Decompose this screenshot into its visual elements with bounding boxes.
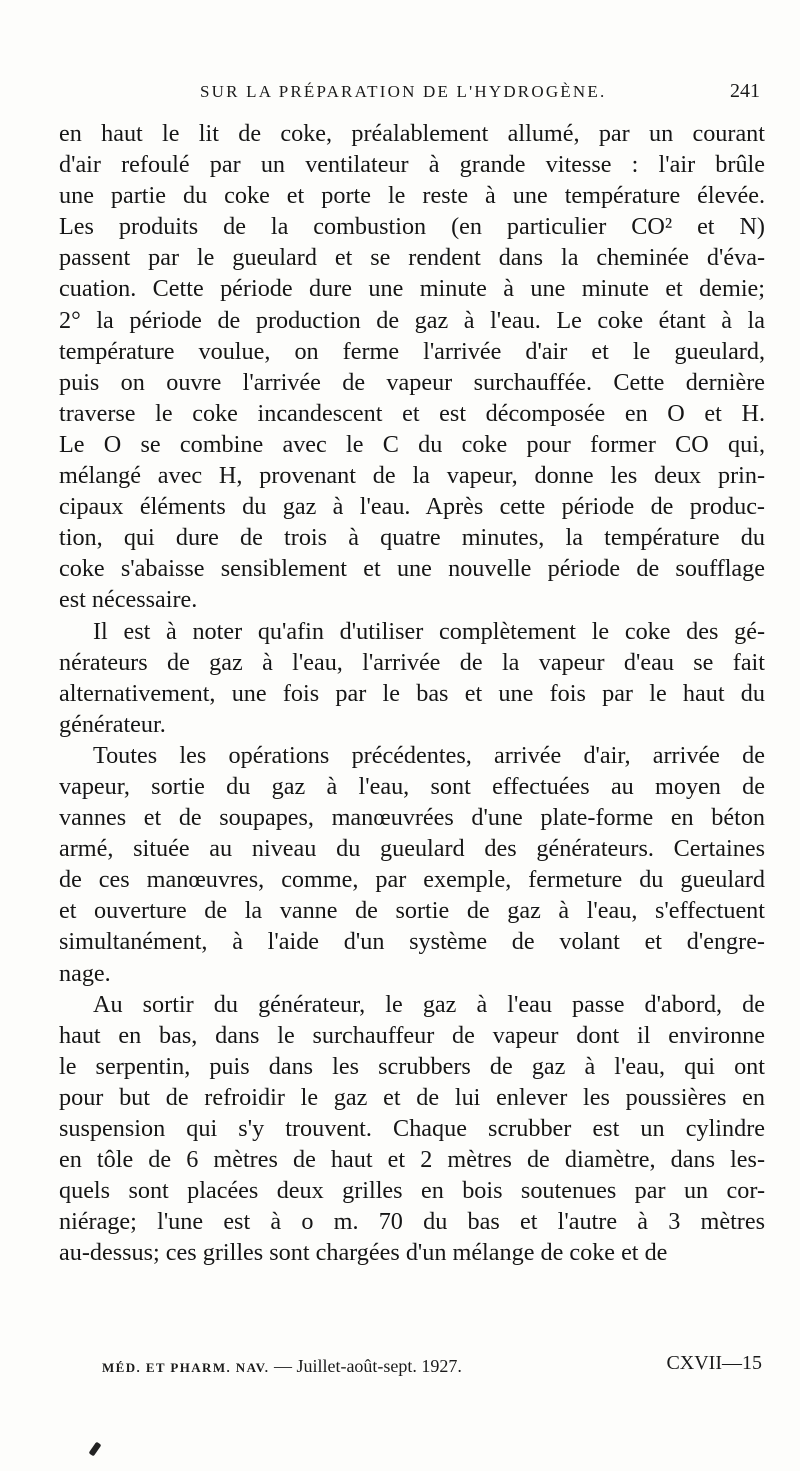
text-line: en haut le lit de coke, préalablement allumé, par un courant [59,120,765,147]
text-line: nage. [59,959,111,987]
text-line: au-dessus; ces grilles sont chargées d'un mélange de coke et de [59,1239,668,1267]
paragraph [59,989,765,1269]
text-line: est nécessaire. [59,586,198,614]
text-line: quels sont placées deux grilles en bois soutenues par un cor- [59,1177,765,1205]
footer-date: Juillet-août-sept. 1927. [296,1356,462,1376]
text-line: le serpentin, puis dans les scrubbers de gaz à l'eau, qui ont [59,1052,765,1080]
text-line: vannes et de soupapes, manœuvrées d'une plate-forme en béton [59,804,765,832]
running-title: SUR LA PRÉPARATION DE L'HYDROGÈNE. [200,82,607,101]
text-line: alternativement, une fois par le bas et une fois par le haut du [59,679,765,707]
text-line: Toutes les opérations précédentes, arrivée d'air, arrivée de [93,741,765,769]
paragraph [59,740,765,989]
footer-journal: MÉD. ET PHARM. NAV. [102,1360,270,1375]
text-line: température voulue, on ferme l'arrivée d'air et le gueulard, [59,337,765,365]
text-line: passent par le gueulard et se rendent dans la cheminée d'éva- [59,244,765,272]
text-line: vapeur, sortie du gaz à l'eau, sont effectuées au moyen de [59,772,765,800]
text-line: Le O se combine avec le C du coke pour former CO qui, [59,430,765,458]
text-line: de ces manœuvres, comme, par exemple, fermeture du gueulard [59,866,765,894]
footer-citation [102,1356,462,1377]
text-line: et ouverture de la vanne de sortie de gaz à l'eau, s'effectuent [59,897,765,925]
text-line: Au sortir du générateur, le gaz à l'eau passe d'abord, de [93,990,765,1018]
text-line: armé, située au niveau du gueulard des générateurs. Certaines [59,835,765,863]
text-line: suspension qui s'y trouvent. Chaque scrubber est un cylindre [59,1115,765,1142]
body-text [59,118,765,1268]
text-line: pour but de refroidir le gaz et de lui enlever les poussières en [59,1083,765,1111]
text-line: Les produits de la combustion (en particulier CO² et N) [59,213,765,241]
paragraph [59,616,765,740]
text-line: en tôle de 6 mètres de haut et 2 mètres de diamètre, dans les- [59,1146,765,1174]
text-line: 2° la période de production de gaz à l'eau. Le coke étant à la [59,306,765,334]
footer-dash: — [273,1356,292,1376]
text-line: tion, qui dure de trois à quatre minutes, la température du [59,524,765,552]
text-line: une partie du coke et porte le reste à une température élevée. [59,182,765,210]
page-footer [102,1352,762,1386]
page-header [60,82,760,108]
text-line: simultanément, à l'aide d'un système de volant et d'engre- [59,928,765,956]
text-line: cuation. Cette période dure une minute à une minute et demie; [59,275,765,303]
text-line: niérage; l'une est à o m. 70 du bas et l'autre à 3 mètres [59,1208,765,1236]
paragraph [59,118,765,616]
text-line: générateur. [59,710,166,738]
text-line: coke s'abaisse sensiblement et une nouvelle période de soufflage [59,555,765,583]
text-line: haut en bas, dans le surchauffeur de vapeur dont il environne [59,1021,765,1049]
page-number: 241 [730,80,760,102]
text-line: nérateurs de gaz à l'eau, l'arrivée de la vapeur d'eau se fait [59,648,765,676]
text-line: Il est à noter qu'afin d'utiliser complètement le coke des gé- [93,617,765,645]
text-line: mélangé avec H, provenant de la vapeur, donne les deux prin- [59,462,765,490]
text-line: puis on ouvre l'arrivée de vapeur surchauffée. Cette dernière [59,368,765,396]
text-line: d'air refoulé par un ventilateur à grande vitesse : l'air brûle [59,151,765,179]
footer-signature: CXVII—15 [666,1352,762,1374]
text-line: cipaux éléments du gaz à l'eau. Après cette période de produc- [59,493,765,521]
text-line: traverse le coke incandescent et est décomposée en O et H. [59,399,765,427]
ink-mark [89,1442,102,1457]
